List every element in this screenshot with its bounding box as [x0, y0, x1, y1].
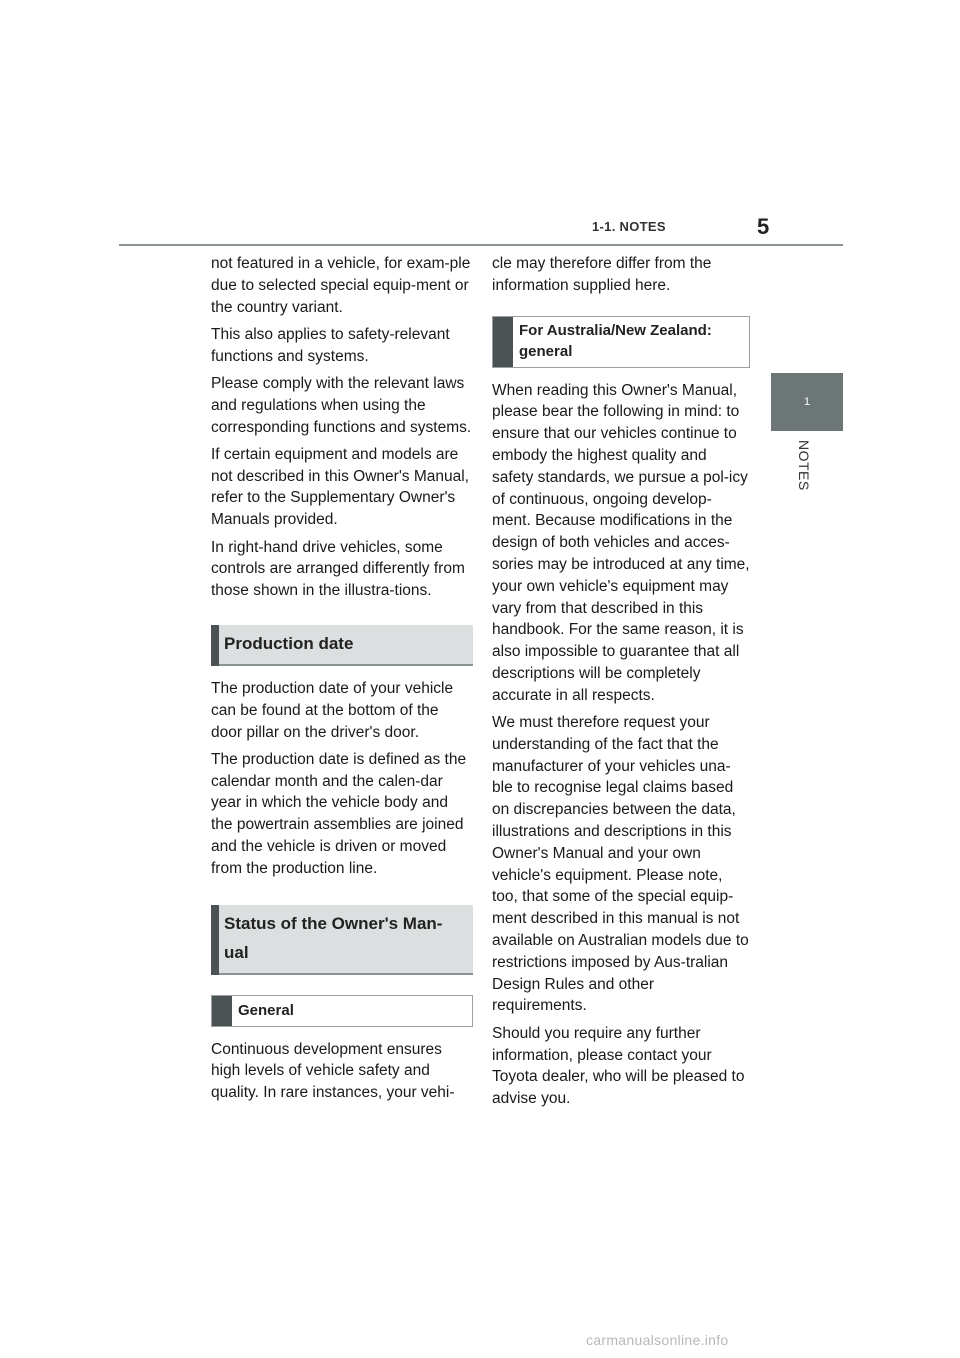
- heading-production-date: Production date: [211, 625, 473, 666]
- subheading-general: General: [211, 995, 473, 1027]
- paragraph: We must therefore request your understanding of the fact that the manufacturer of your vehicles una-ble to recognise legal claims based on discrepancies between the data, illustrations and descriptions in this Owner's Manual and your own vehicle's equipment. Please note, too, that some of the special equip-ment described in this manual is not available on Australian models due to restrictions imposed by Aus-tralian Design Rules and other requirements.: [492, 714, 749, 1015]
- paragraph: When reading this Owner's Manual, please bear the following in mind: to ensure that our vehicles continue to embody the highest quality and safety standards, we pursue a pol-icy of continuous, ongoing develop-ment. Because modifications in the design of both vehicles and acces-sories may be introduced at any time, your own vehicle's equipment may vary from that described in this handbook. For the same reason, it is also impossible to guarantee that all descriptions will be completely accurate in all respects.: [492, 381, 750, 704]
- paragraph: Should you require any further information, please contact your Toyota dealer, who will be pleased to advise you.: [492, 1024, 745, 1108]
- left-column: [211, 253, 473, 1110]
- paragraph: The production date of your vehicle can be found at the bottom of the door pillar on the driver's door.: [211, 679, 454, 741]
- paragraph: Continuous development ensures high levels of vehicle safety and quality. In rare instances, your vehi-: [211, 1040, 455, 1102]
- paragraph: This also applies to safety-relevant functions and systems.: [211, 325, 450, 365]
- header-section-title: 1-1. NOTES: [592, 219, 666, 234]
- paragraph: In right-hand drive vehicles, some controls are arranged differently from those shown in the illustra-tions.: [211, 538, 465, 600]
- paragraph: Please comply with the relevant laws and regulations when using the corresponding functions and systems.: [211, 374, 472, 436]
- watermark: carmanualsonline.info: [586, 1332, 729, 1348]
- paragraph: cle may therefore differ from the information supplied here.: [492, 255, 712, 294]
- right-column: [492, 253, 750, 1115]
- paragraph: If certain equipment and models are not described in this Owner's Manual, refer to the Supplementary Owner's Manuals provided.: [211, 445, 469, 529]
- chapter-tab[interactable]: [771, 373, 843, 431]
- header-rule: [119, 244, 843, 246]
- page-number: 5: [757, 214, 770, 239]
- paragraph: The production date is defined as the calendar month and the calen-dar year in which the vehicle body and the powertrain assemblies are joined and the vehicle is driven or moved from the production line.: [211, 750, 467, 877]
- heading-status-owners-manual: Status of the Owner's Man-ual: [211, 905, 473, 975]
- paragraph: not featured in a vehicle, for exam-ple due to selected special equip-ment or the country variant.: [211, 255, 471, 316]
- chapter-tab-label: NOTES: [796, 440, 812, 491]
- chapter-tab-number: 1: [803, 396, 811, 408]
- subheading-australia-new-zealand: For Australia/New Zealand: general: [492, 316, 750, 368]
